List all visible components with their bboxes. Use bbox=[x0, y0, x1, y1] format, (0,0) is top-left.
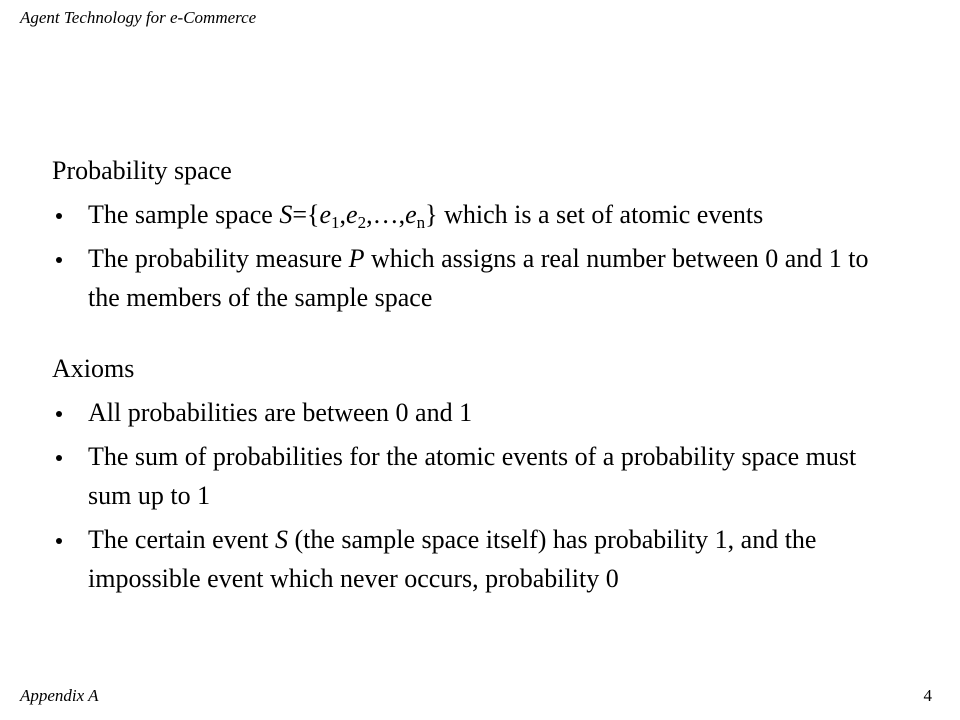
slide-content bbox=[52, 151, 902, 598]
element-symbol: e bbox=[319, 200, 332, 229]
bullet-text: which assigns a real number between 0 and 1 to the members of the sample space bbox=[88, 244, 869, 312]
bullet-sample-space bbox=[52, 195, 902, 234]
set-open: ={ bbox=[292, 200, 320, 229]
bullet-text: The sample space bbox=[88, 200, 280, 229]
page-number: 4 bbox=[923, 686, 932, 705]
probability-space-list bbox=[52, 195, 902, 317]
set-symbol: S bbox=[279, 200, 293, 229]
certain-event-symbol: S bbox=[274, 525, 288, 554]
subscript-2: 2 bbox=[357, 213, 367, 232]
bullet-text: The probability measure bbox=[88, 244, 349, 273]
measure-symbol: P bbox=[348, 244, 365, 273]
set-close: } bbox=[425, 200, 438, 229]
element-symbol: e bbox=[346, 200, 358, 229]
section-heading-axioms: Axioms bbox=[52, 354, 135, 383]
ellipsis: ,…, bbox=[366, 200, 406, 229]
section-heading-probability-space: Probability space bbox=[52, 156, 232, 185]
bullet-text: The certain event bbox=[88, 525, 275, 554]
slide-footer-appendix: Appendix A bbox=[20, 686, 99, 705]
bullet-probability-measure bbox=[52, 239, 902, 317]
separator: , bbox=[339, 200, 347, 229]
bullet-text: (the sample space itself) has probability 1, and the impossible event which never occurs, probability 0 bbox=[88, 525, 817, 593]
subscript-n: n bbox=[416, 213, 426, 232]
element-symbol: e bbox=[405, 200, 417, 229]
slide-header: Agent Technology for e-Commerce bbox=[20, 8, 257, 27]
bullet-axiom-2: The sum of probabilities for the atomic events of a probability space must sum up to 1 bbox=[52, 437, 902, 515]
subscript-1: 1 bbox=[331, 213, 340, 232]
bullet-axiom-1: All probabilities are between 0 and 1 bbox=[52, 393, 902, 432]
axioms-list bbox=[52, 393, 902, 598]
bullet-text: which is a set of atomic events bbox=[437, 200, 764, 229]
bullet-axiom-3 bbox=[52, 520, 902, 598]
